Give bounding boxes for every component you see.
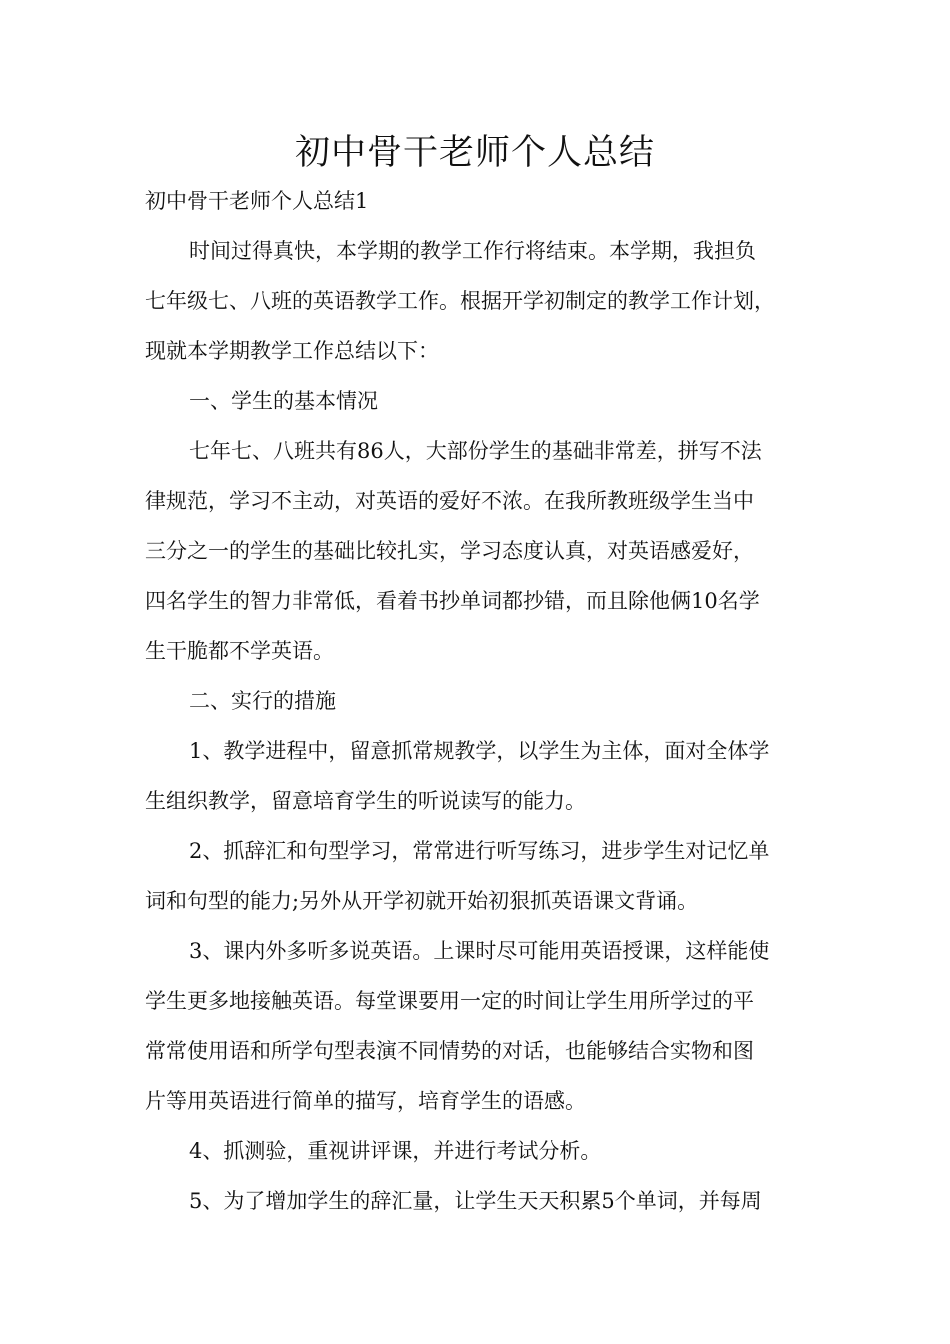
paragraph-line: 七年级七、八班的英语教学工作。根据开学初制定的教学工作计划， [145,289,775,313]
paragraph-line: 2、抓辞汇和句型学习，常常进行听写练习，进步学生对记忆单 [189,839,770,863]
paragraph-line: 学生更多地接触英语。每堂课要用一定的时间让学生用所学过的平 [145,989,754,1013]
paragraph-line: 四名学生的智力非常低，看着书抄单词都抄错，而且除他俩10名学 [145,589,760,613]
section-heading: 二、实行的措施 [189,689,336,713]
paragraph-line: 5、为了增加学生的辞汇量，让学生天天积累5个单词，并每周 [189,1189,762,1213]
paragraph-line: 1、教学进程中，留意抓常规教学，以学生为主体，面对全体学 [189,739,770,763]
paragraph-line: 4、抓测验，重视讲评课，并进行考试分析。 [189,1139,602,1163]
paragraph-line: 片等用英语进行简单的描写，培育学生的语感。 [145,1089,586,1113]
paragraph-line: 生组织教学，留意培育学生的听说读写的能力。 [145,789,586,813]
paragraph-line: 时间过得真快，本学期的教学工作行将结束。本学期，我担负 [189,239,756,263]
paragraph-line: 生干脆都不学英语。 [145,639,334,663]
paragraph-line: 三分之一的学生的基础比较扎实，学习态度认真，对英语感爱好， [145,539,754,563]
section-heading: 一、学生的基本情况 [189,389,378,413]
paragraph-line: 词和句型的能力;另外从开学初就开始初狠抓英语课文背诵。 [145,889,699,913]
paragraph-line: 常常使用语和所学句型表演不同情势的对话，也能够结合实物和图 [145,1039,754,1063]
paragraph-line: 律规范，学习不主动，对英语的爱好不浓。在我所教班级学生当中 [145,489,754,513]
paragraph-line: 3、课内外多听多说英语。上课时尽可能用英语授课，这样能使 [189,939,770,963]
paragraph-line: 现就本学期教学工作总结以下： [145,339,439,363]
paragraph-line: 七年七、八班共有86人，大部份学生的基础非常差，拼写不法 [189,439,762,463]
document-title: 初中骨干老师个人总结 [294,133,655,173]
document-subtitle: 初中骨干老师个人总结1 [145,189,369,213]
